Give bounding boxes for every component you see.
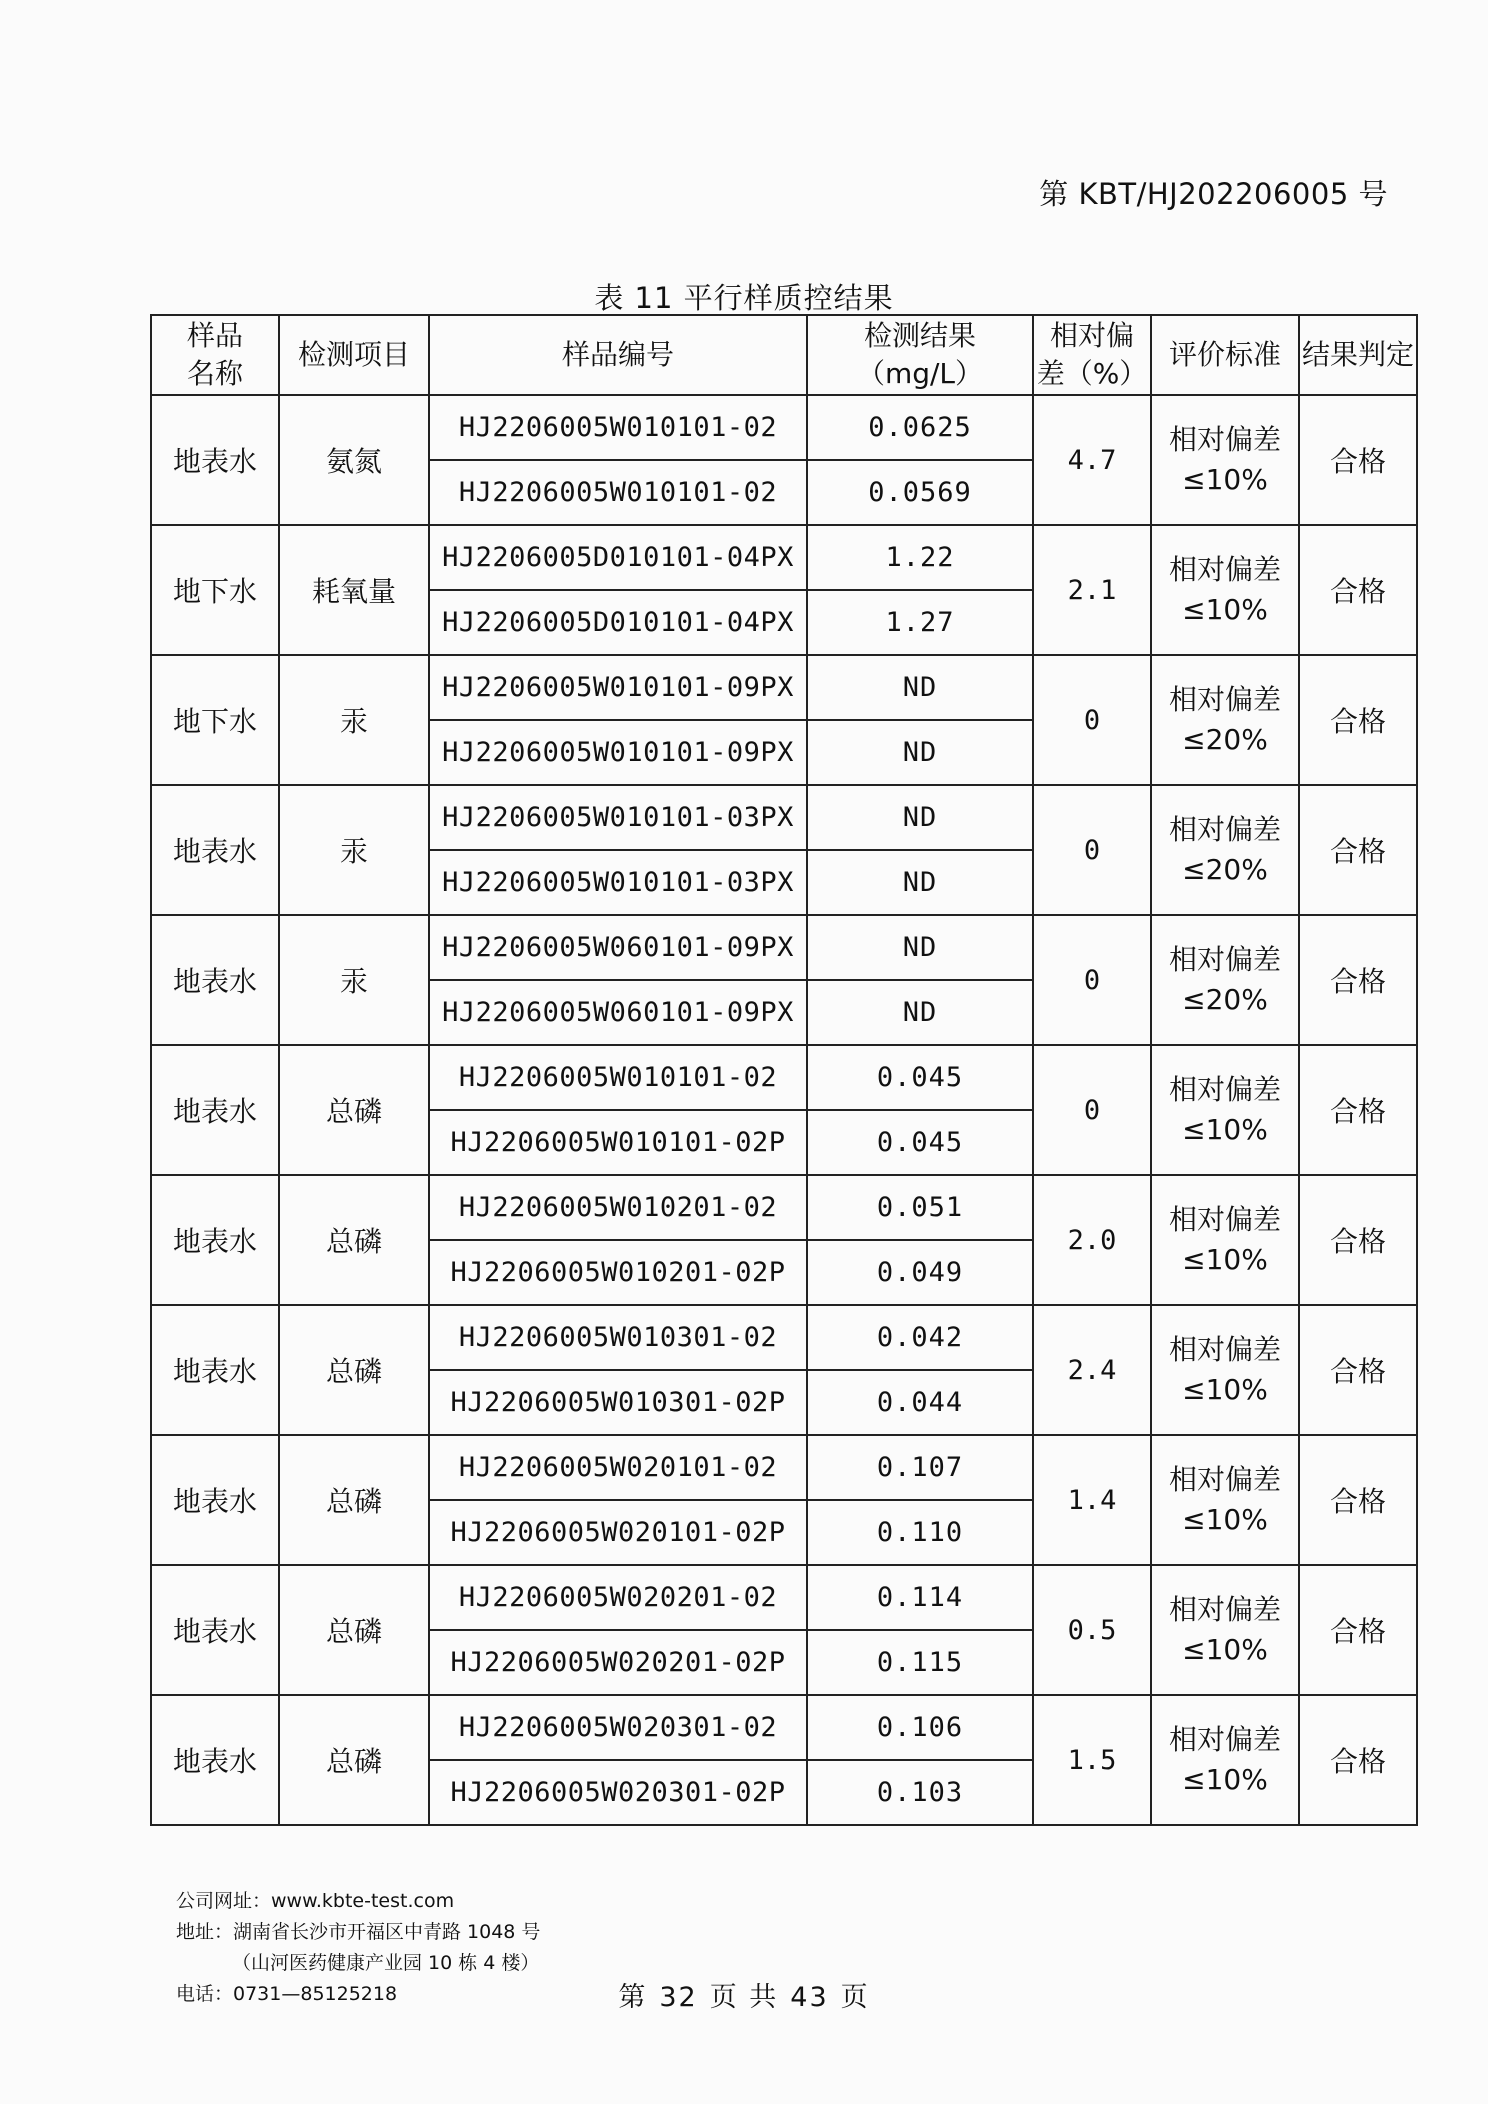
- result-cell: 0.045: [807, 1045, 1033, 1110]
- deviation-cell: 4.7: [1033, 395, 1151, 525]
- standard-cell: 相对偏差 ≤20%: [1151, 785, 1299, 915]
- item-cell: 总磷: [279, 1045, 429, 1175]
- item-cell: 汞: [279, 915, 429, 1045]
- standard-cell: 相对偏差 ≤10%: [1151, 1175, 1299, 1305]
- sample-id-cell: HJ2206005W010101-09PX: [429, 720, 807, 785]
- item-cell: 汞: [279, 655, 429, 785]
- sample-name-cell: 地表水: [151, 1565, 279, 1695]
- result-cell: 0.0569: [807, 460, 1033, 525]
- result-cell: 0.115: [807, 1630, 1033, 1695]
- company-address: 地址：湖南省长沙市开福区中青路 1048 号: [176, 1921, 541, 1943]
- sample-name-cell: 地表水: [151, 915, 279, 1045]
- result-cell: 0.103: [807, 1760, 1033, 1825]
- table-row: [151, 1565, 1417, 1630]
- item-cell: 总磷: [279, 1435, 429, 1565]
- item-cell: 汞: [279, 785, 429, 915]
- standard-cell: 相对偏差 ≤10%: [1151, 1695, 1299, 1825]
- sample-name-cell: 地表水: [151, 1045, 279, 1175]
- sample-id-cell: HJ2206005W010101-03PX: [429, 785, 807, 850]
- sample-id-cell: HJ2206005W060101-09PX: [429, 980, 807, 1045]
- result-cell: 1.22: [807, 525, 1033, 590]
- company-address-detail: （山河医药健康产业园 10 栋 4 楼）: [232, 1952, 540, 1974]
- table-row: [151, 915, 1417, 980]
- company-website: 公司网址：www.kbte-test.com: [176, 1890, 455, 1912]
- sample-id-cell: HJ2206005W060101-09PX: [429, 915, 807, 980]
- header-sample-name: 样品 名称: [151, 315, 279, 395]
- sample-id-cell: HJ2206005W020101-02: [429, 1435, 807, 1500]
- table-row: [151, 525, 1417, 590]
- deviation-cell: 0: [1033, 785, 1151, 915]
- sample-id-cell: HJ2206005W020301-02: [429, 1695, 807, 1760]
- header-judgement: 结果判定: [1299, 315, 1417, 395]
- standard-cell: 相对偏差 ≤10%: [1151, 525, 1299, 655]
- judgement-cell: 合格: [1299, 1175, 1417, 1305]
- result-cell: ND: [807, 785, 1033, 850]
- table-row: [151, 1045, 1417, 1110]
- judgement-cell: 合格: [1299, 1045, 1417, 1175]
- sample-id-cell: HJ2206005W010101-02P: [429, 1110, 807, 1175]
- result-cell: 0.051: [807, 1175, 1033, 1240]
- standard-cell: 相对偏差 ≤20%: [1151, 915, 1299, 1045]
- sample-name-cell: 地下水: [151, 525, 279, 655]
- table-row: [151, 395, 1417, 460]
- table-row: [151, 1305, 1417, 1370]
- result-cell: ND: [807, 915, 1033, 980]
- result-cell: ND: [807, 720, 1033, 785]
- judgement-cell: 合格: [1299, 915, 1417, 1045]
- item-cell: 耗氧量: [279, 525, 429, 655]
- item-cell: 总磷: [279, 1305, 429, 1435]
- result-cell: 0.045: [807, 1110, 1033, 1175]
- sample-name-cell: 地表水: [151, 1435, 279, 1565]
- result-cell: 0.106: [807, 1695, 1033, 1760]
- judgement-cell: 合格: [1299, 785, 1417, 915]
- standard-cell: 相对偏差 ≤10%: [1151, 1305, 1299, 1435]
- result-cell: 0.042: [807, 1305, 1033, 1370]
- parallel-sample-qc-table: [150, 314, 1418, 1826]
- header-item: 检测项目: [279, 315, 429, 395]
- sample-name-cell: 地表水: [151, 785, 279, 915]
- deviation-cell: 0: [1033, 915, 1151, 1045]
- table-row: [151, 1695, 1417, 1760]
- result-cell: 0.114: [807, 1565, 1033, 1630]
- table-row: [151, 1435, 1417, 1500]
- deviation-cell: 2.0: [1033, 1175, 1151, 1305]
- result-cell: ND: [807, 850, 1033, 915]
- sample-id-cell: HJ2206005W020201-02: [429, 1565, 807, 1630]
- sample-name-cell: 地表水: [151, 1175, 279, 1305]
- table-title: 表 11 平行样质控结果: [594, 281, 894, 315]
- sample-name-cell: 地表水: [151, 395, 279, 525]
- header-sample-id: 样品编号: [429, 315, 807, 395]
- standard-cell: 相对偏差 ≤10%: [1151, 1565, 1299, 1695]
- sample-id-cell: HJ2206005W010201-02P: [429, 1240, 807, 1305]
- judgement-cell: 合格: [1299, 525, 1417, 655]
- sample-id-cell: HJ2206005W010201-02: [429, 1175, 807, 1240]
- deviation-cell: 1.4: [1033, 1435, 1151, 1565]
- result-cell: 1.27: [807, 590, 1033, 655]
- company-phone: 电话：0731—85125218: [176, 1983, 398, 2005]
- result-cell: ND: [807, 980, 1033, 1045]
- sample-name-cell: 地表水: [151, 1305, 279, 1435]
- table-body: [151, 395, 1417, 1825]
- standard-cell: 相对偏差 ≤10%: [1151, 1435, 1299, 1565]
- sample-id-cell: HJ2206005W020201-02P: [429, 1630, 807, 1695]
- result-cell: 0.110: [807, 1500, 1033, 1565]
- deviation-cell: 2.4: [1033, 1305, 1151, 1435]
- page-number: 第 32 页 共 43 页: [618, 1982, 870, 2013]
- deviation-cell: 1.5: [1033, 1695, 1151, 1825]
- header-result: 检测结果 （mg/L）: [807, 315, 1033, 395]
- deviation-cell: 2.1: [1033, 525, 1151, 655]
- item-cell: 氨氮: [279, 395, 429, 525]
- sample-id-cell: HJ2206005D010101-04PX: [429, 590, 807, 655]
- judgement-cell: 合格: [1299, 1695, 1417, 1825]
- standard-cell: 相对偏差 ≤20%: [1151, 655, 1299, 785]
- deviation-cell: 0: [1033, 1045, 1151, 1175]
- sample-id-cell: HJ2206005W020301-02P: [429, 1760, 807, 1825]
- header-standard: 评价标准: [1151, 315, 1299, 395]
- sample-id-cell: HJ2206005W010101-02: [429, 1045, 807, 1110]
- table-row: [151, 785, 1417, 850]
- sample-id-cell: HJ2206005W010301-02P: [429, 1370, 807, 1435]
- result-cell: 0.044: [807, 1370, 1033, 1435]
- sample-name-cell: 地表水: [151, 1695, 279, 1825]
- deviation-cell: 0: [1033, 655, 1151, 785]
- sample-id-cell: HJ2206005W010101-02: [429, 395, 807, 460]
- judgement-cell: 合格: [1299, 1565, 1417, 1695]
- header-deviation: 相对偏 差（%）: [1033, 315, 1151, 395]
- item-cell: 总磷: [279, 1565, 429, 1695]
- standard-cell: 相对偏差 ≤10%: [1151, 1045, 1299, 1175]
- sample-id-cell: HJ2206005W010301-02: [429, 1305, 807, 1370]
- sample-name-cell: 地下水: [151, 655, 279, 785]
- judgement-cell: 合格: [1299, 1305, 1417, 1435]
- sample-id-cell: HJ2206005W010101-03PX: [429, 850, 807, 915]
- deviation-cell: 0.5: [1033, 1565, 1151, 1695]
- sample-id-cell: HJ2206005W010101-09PX: [429, 655, 807, 720]
- judgement-cell: 合格: [1299, 395, 1417, 525]
- sample-id-cell: HJ2206005W020101-02P: [429, 1500, 807, 1565]
- item-cell: 总磷: [279, 1175, 429, 1305]
- standard-cell: 相对偏差 ≤10%: [1151, 395, 1299, 525]
- result-cell: 0.107: [807, 1435, 1033, 1500]
- table-header-row: [151, 315, 1417, 395]
- result-cell: 0.0625: [807, 395, 1033, 460]
- item-cell: 总磷: [279, 1695, 429, 1825]
- sample-id-cell: HJ2206005D010101-04PX: [429, 525, 807, 590]
- table-row: [151, 655, 1417, 720]
- sample-id-cell: HJ2206005W010101-02: [429, 460, 807, 525]
- table-row: [151, 1175, 1417, 1240]
- document-number: 第 KBT/HJ202206005 号: [1039, 177, 1388, 211]
- judgement-cell: 合格: [1299, 1435, 1417, 1565]
- result-cell: 0.049: [807, 1240, 1033, 1305]
- result-cell: ND: [807, 655, 1033, 720]
- judgement-cell: 合格: [1299, 655, 1417, 785]
